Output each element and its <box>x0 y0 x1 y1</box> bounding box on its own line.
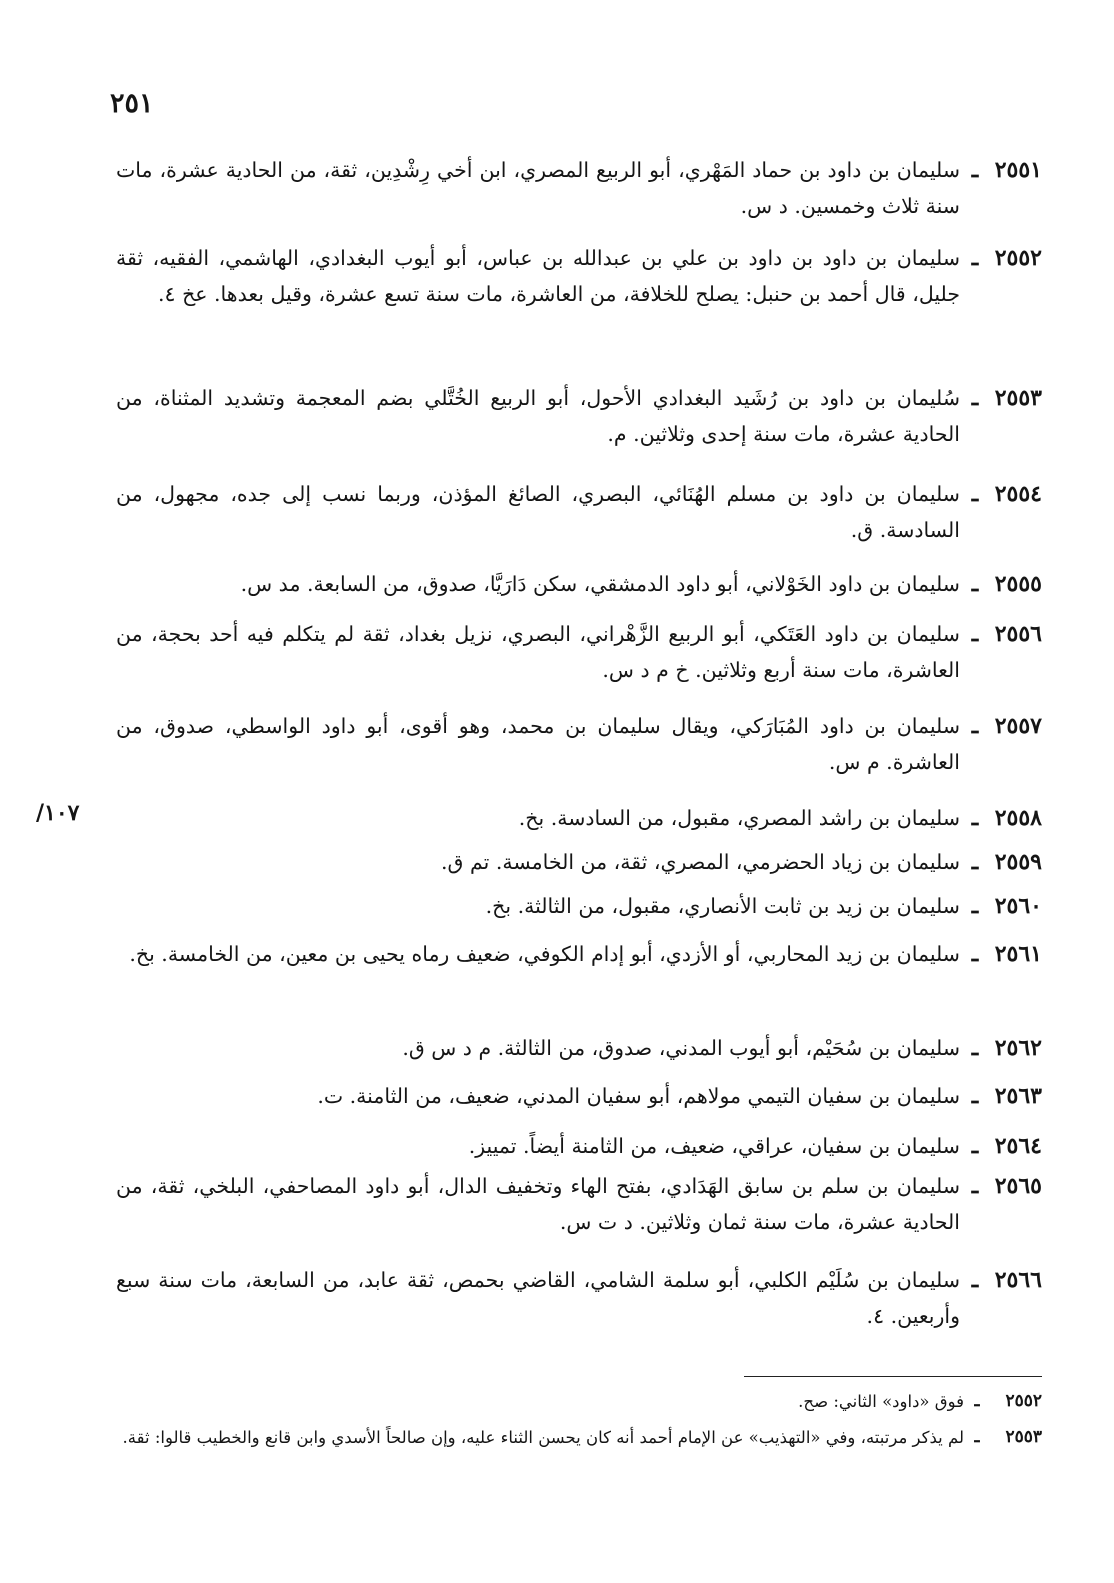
entry-2557 <box>116 708 1042 780</box>
footnote-number: ٢٥٥٢ <box>1005 1391 1042 1411</box>
entry-dash: ـ <box>971 157 979 183</box>
entry-2565 <box>116 1168 1042 1240</box>
entry-number: ٢٥٦١ <box>994 941 1042 967</box>
margin-note: /١٠٧ <box>36 800 80 826</box>
page-number: ٢٥١ <box>110 88 154 119</box>
entry-dash: ـ <box>971 1083 979 1109</box>
entry-dash: ـ <box>971 621 979 647</box>
entry-2566 <box>116 1262 1042 1334</box>
entry-2560 <box>116 888 1042 924</box>
entry-2561 <box>116 936 1042 972</box>
entry-text: سليمان بن سفيان، عراقي، ضعيف، من الثامنة أيضاً. تمييز. <box>468 1134 960 1158</box>
footnote-divider <box>744 1376 1042 1377</box>
footnote-number: ٢٥٥٣ <box>1005 1427 1042 1447</box>
entry-dash: ـ <box>971 941 979 967</box>
entry-dash: ـ <box>971 893 979 919</box>
entry-2552 <box>116 240 1042 312</box>
footnote-2552 <box>116 1386 1042 1417</box>
entry-text: سليمان بن زياد الحضرمي، المصري، ثقة، من الخامسة. تم ق. <box>441 850 960 874</box>
entry-dash: ـ <box>971 713 979 739</box>
entry-text: سليمان بن داود بن مسلم الهُنَائي، البصري، الصائغ المؤذن، وربما نسب إلى جده، مجهول، من السادسة. ق. <box>116 482 960 542</box>
entry-dash: ـ <box>971 571 979 597</box>
entry-number: ٢٥٦٥ <box>994 1173 1042 1199</box>
entry-dash: ـ <box>971 1035 979 1061</box>
entry-2564 <box>116 1128 1042 1164</box>
entry-number: ٢٥٥٩ <box>994 849 1042 875</box>
entry-dash: ـ <box>971 1173 979 1199</box>
entry-text: سليمان بن زيد بن ثابت الأنصاري، مقبول، من الثالثة. بخ. <box>485 894 960 918</box>
entry-number: ٢٥٥٧ <box>994 713 1042 739</box>
entry-text: سليمان بن سلم بن سابق الهَدَادي، بفتح الهاء وتخفيف الدال، أبو داود المصاحفي، البلخي، ثقة، من الحادية عشرة، مات سنة ثمان وثلاثين. د ت س. <box>116 1174 960 1234</box>
footnote-dash: ـ <box>974 1427 980 1447</box>
entry-2559 <box>116 844 1042 880</box>
entry-text: سليمان بن داود الخَوْلاني، أبو داود الدمشقي، سكن دَارَيَّا، صدوق، من السابعة. مد س. <box>240 572 960 596</box>
entry-dash: ـ <box>971 1133 979 1159</box>
entry-text: سليمان بن داود العَتَكي، أبو الربيع الزَّهْراني، البصري، نزيل بغداد، ثقة لم يتكلم فيه أحد بحجة، من العاشرة، مات سنة أربع وثلاثين. خ م د س. <box>116 622 960 682</box>
entry-number: ٢٥٦٣ <box>994 1083 1042 1109</box>
entry-2563 <box>116 1078 1042 1114</box>
entry-dash: ـ <box>971 1267 979 1293</box>
entry-2551 <box>116 152 1042 224</box>
footnote-2553 <box>116 1422 1042 1453</box>
entry-text: سُليمان بن داود بن رُشَيد البغدادي الأحول، أبو الربيع الخُتَّلي بضم المعجمة وتشديد المثناة، من الحادية عشرة، مات سنة إحدى وثلاثين. م. <box>116 386 960 446</box>
entry-number: ٢٥٥٦ <box>994 621 1042 647</box>
entry-text: سليمان بن سُلَيْم الكلبي، أبو سلمة الشامي، القاضي بحمص، ثقة عابد، من السابعة، مات سنة سبع وأربعين. ٤. <box>116 1268 960 1328</box>
entry-text: سليمان بن داود بن حماد المَهْري، أبو الربيع المصري، ابن أخي رِشْدِين، ثقة، من الحادية عشرة، مات سنة ثلاث وخمسين. د س. <box>116 158 960 218</box>
entry-text: سليمان بن سفيان التيمي مولاهم، أبو سفيان المدني، ضعيف، من الثامنة. ت. <box>317 1084 960 1108</box>
entry-text: سليمان بن داود المُبَارَكي، ويقال سليمان بن محمد، وهو أقوى، أبو داود الواسطي، صدوق، من العاشرة. م س. <box>116 714 960 774</box>
entry-2554 <box>116 476 1042 548</box>
entry-2555 <box>116 566 1042 602</box>
entry-dash: ـ <box>971 245 979 271</box>
footnote-text: لم يذكر مرتبته، وفي «التهذيب» عن الإمام أحمد أنه كان يحسن الثناء عليه، وإن صالحاً الأسدي وابن قانع والخطيب قالوا: ثقة. <box>122 1428 964 1447</box>
entry-number: ٢٥٥١ <box>994 157 1042 183</box>
entry-number: ٢٥٥٥ <box>994 571 1042 597</box>
entry-text: سليمان بن راشد المصري، مقبول، من السادسة. بخ. <box>518 806 960 830</box>
entry-dash: ـ <box>971 481 979 507</box>
entry-number: ٢٥٦٠ <box>994 893 1042 919</box>
entry-number: ٢٥٥٣ <box>994 385 1042 411</box>
entry-text: سليمان بن سُحَيْم، أبو أيوب المدني، صدوق، من الثالثة. م د س ق. <box>402 1036 960 1060</box>
entry-text: سليمان بن زيد المحاربي، أو الأزدي، أبو إدام الكوفي، ضعيف رماه يحيى بن معين، من الخامسة. بخ. <box>129 942 960 966</box>
entry-number: ٢٥٥٨ <box>994 805 1042 831</box>
entry-2562 <box>116 1030 1042 1066</box>
entry-2556 <box>116 616 1042 688</box>
entry-dash: ـ <box>971 849 979 875</box>
entry-number: ٢٥٥٢ <box>994 245 1042 271</box>
entry-number: ٢٥٦٦ <box>994 1267 1042 1293</box>
entry-number: ٢٥٦٤ <box>994 1133 1042 1159</box>
entry-dash: ـ <box>971 385 979 411</box>
footnote-dash: ـ <box>974 1391 980 1411</box>
footnote-text: فوق «داود» الثاني: صح. <box>798 1392 964 1411</box>
entry-2553 <box>116 380 1042 452</box>
entry-number: ٢٥٦٢ <box>994 1035 1042 1061</box>
entry-text: سليمان بن داود بن داود بن علي بن عبدالله بن عباس، أبو أيوب البغدادي، الهاشمي، الفقيه، ثقة جليل، قال أحمد بن حنبل: يصلح للخلافة، من العاشرة، مات سنة تسع عشرة، وقيل بعدها. عخ ٤. <box>116 246 960 306</box>
entry-2558 <box>116 800 1042 836</box>
entry-number: ٢٥٥٤ <box>994 481 1042 507</box>
entry-dash: ـ <box>971 805 979 831</box>
